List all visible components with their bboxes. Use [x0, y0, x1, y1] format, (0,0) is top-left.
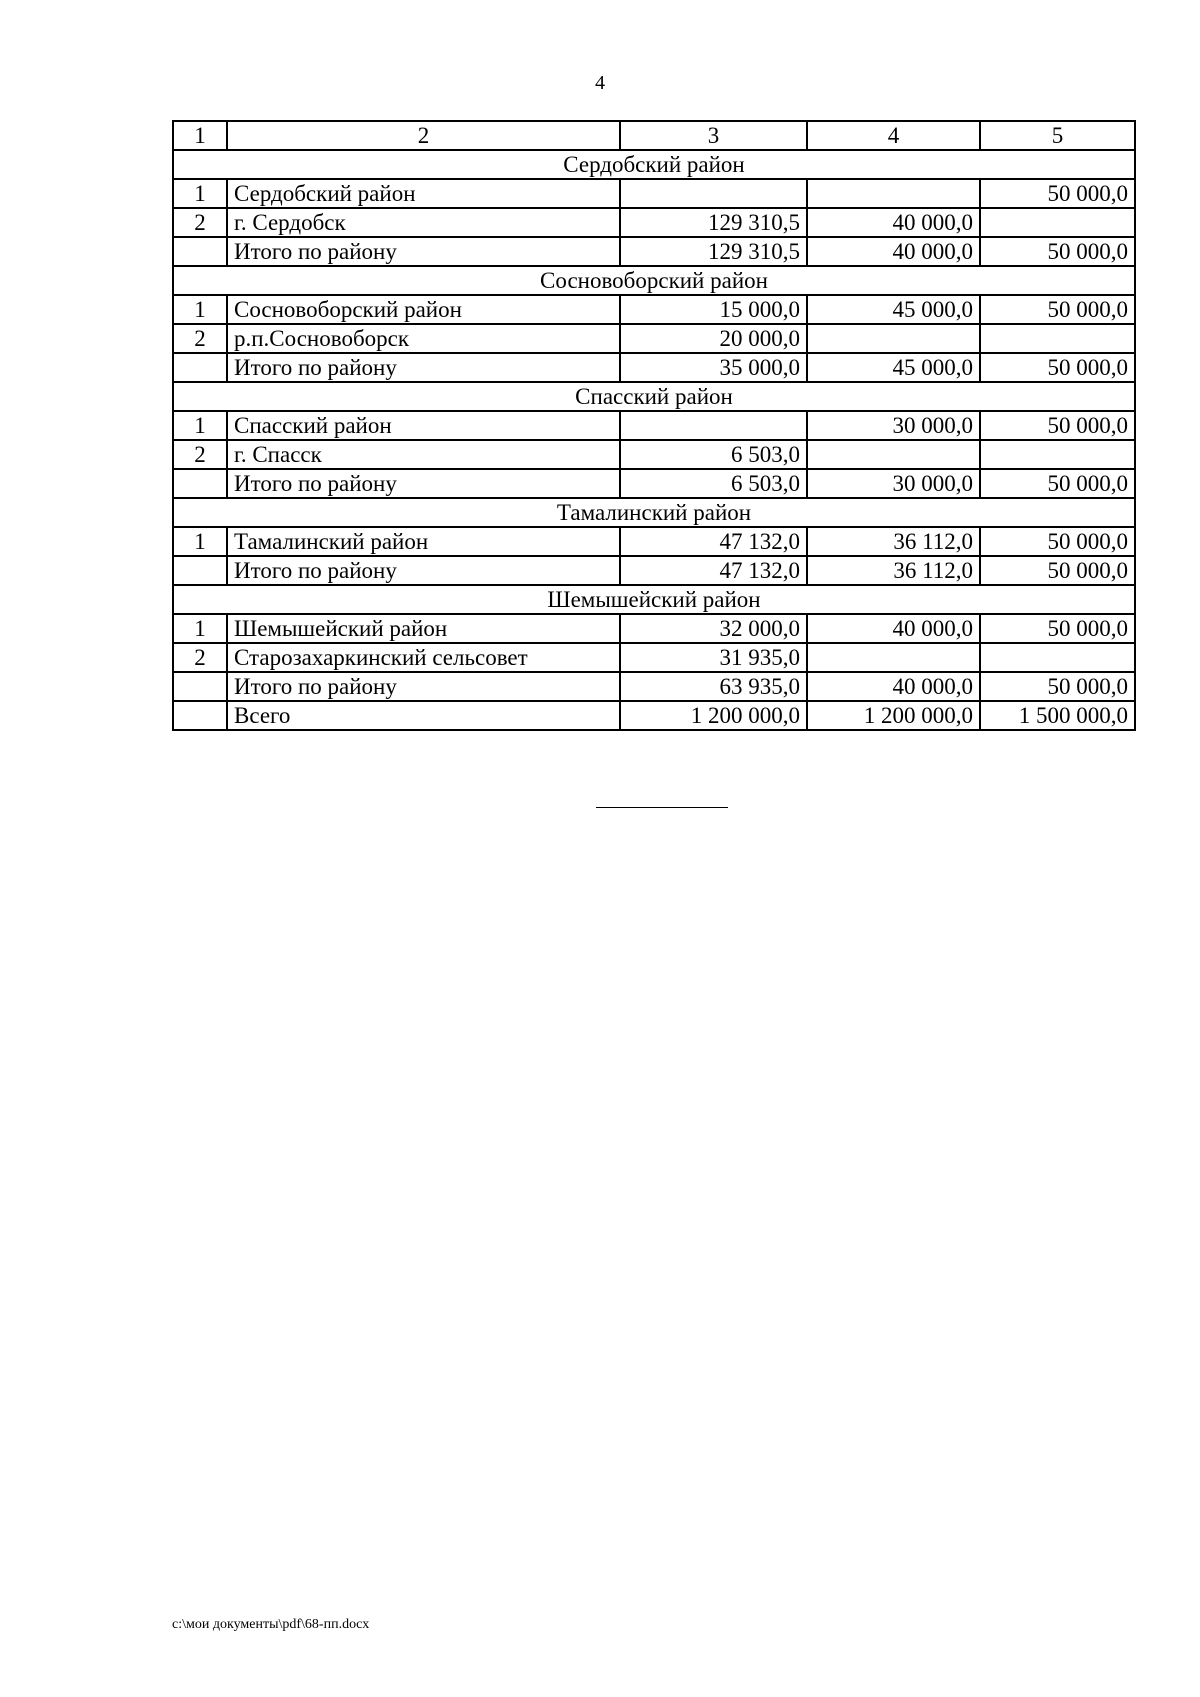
cell-col5 [980, 643, 1135, 672]
cell-number: 1 [173, 179, 227, 208]
cell-col4: 30 000,0 [807, 469, 980, 498]
cell-number: 2 [173, 440, 227, 469]
cell-col3: 129 310,5 [620, 208, 807, 237]
cell-name: Спасский район [227, 411, 620, 440]
table-row [173, 527, 1135, 556]
cell-number: 2 [173, 208, 227, 237]
header-cell-2: 2 [227, 121, 620, 150]
cell-number [173, 237, 227, 266]
cell-name: Шемышейский район [227, 614, 620, 643]
cell-number [173, 701, 227, 730]
section-title: Тамалинский район [173, 498, 1135, 527]
cell-name: Итого по району [227, 237, 620, 266]
cell-name: Сердобский район [227, 179, 620, 208]
cell-name: Сосновоборский район [227, 295, 620, 324]
cell-col3 [620, 179, 807, 208]
subtotal-row [173, 672, 1135, 701]
cell-col3: 47 132,0 [620, 556, 807, 585]
end-divider-line [596, 807, 728, 808]
cell-number [173, 469, 227, 498]
cell-col5: 50 000,0 [980, 672, 1135, 701]
section-title: Сосновоборский район [173, 266, 1135, 295]
cell-col3: 35 000,0 [620, 353, 807, 382]
cell-number [173, 353, 227, 382]
section-title: Спасский район [173, 382, 1135, 411]
header-cell-1: 1 [173, 121, 227, 150]
cell-name: г. Спасск [227, 440, 620, 469]
cell-number: 1 [173, 527, 227, 556]
cell-col3: 20 000,0 [620, 324, 807, 353]
cell-col4: 30 000,0 [807, 411, 980, 440]
cell-col4: 45 000,0 [807, 353, 980, 382]
cell-col5: 50 000,0 [980, 614, 1135, 643]
cell-col5 [980, 208, 1135, 237]
cell-number: 2 [173, 324, 227, 353]
cell-col4: 36 112,0 [807, 527, 980, 556]
cell-col4 [807, 324, 980, 353]
cell-col5: 1 500 000,0 [980, 701, 1135, 730]
cell-col4: 40 000,0 [807, 208, 980, 237]
allocation-table [172, 120, 1136, 731]
table-row [173, 614, 1135, 643]
section-header-row [173, 498, 1135, 527]
cell-name: Итого по району [227, 469, 620, 498]
cell-col5: 50 000,0 [980, 237, 1135, 266]
table-row [173, 411, 1135, 440]
table-body [173, 121, 1135, 730]
table-row [173, 643, 1135, 672]
cell-col5 [980, 440, 1135, 469]
page-number: 4 [595, 72, 605, 94]
cell-col3: 31 935,0 [620, 643, 807, 672]
section-header-row [173, 266, 1135, 295]
table-row [173, 179, 1135, 208]
cell-number [173, 556, 227, 585]
cell-name: р.п.Сосновоборск [227, 324, 620, 353]
subtotal-row [173, 469, 1135, 498]
cell-name: Итого по району [227, 556, 620, 585]
footer-file-path: c:\мои документы\pdf\68-пп.docx [172, 1617, 370, 1632]
cell-col5: 50 000,0 [980, 469, 1135, 498]
cell-name: Старозахаркинский сельсовет [227, 643, 620, 672]
cell-name: Тамалинский район [227, 527, 620, 556]
cell-col3: 129 310,5 [620, 237, 807, 266]
total-row [173, 701, 1135, 730]
section-header-row [173, 382, 1135, 411]
cell-col3: 15 000,0 [620, 295, 807, 324]
cell-col5: 50 000,0 [980, 411, 1135, 440]
cell-col3: 32 000,0 [620, 614, 807, 643]
cell-col3: 63 935,0 [620, 672, 807, 701]
cell-col5: 50 000,0 [980, 179, 1135, 208]
subtotal-row [173, 237, 1135, 266]
section-header-row [173, 585, 1135, 614]
cell-col4: 45 000,0 [807, 295, 980, 324]
cell-number: 1 [173, 411, 227, 440]
subtotal-row [173, 353, 1135, 382]
cell-name: Всего [227, 701, 620, 730]
header-cell-3: 3 [620, 121, 807, 150]
cell-col3: 47 132,0 [620, 527, 807, 556]
cell-col4: 36 112,0 [807, 556, 980, 585]
cell-number: 2 [173, 643, 227, 672]
cell-col5: 50 000,0 [980, 556, 1135, 585]
table-row [173, 440, 1135, 469]
section-title: Шемышейский район [173, 585, 1135, 614]
cell-number: 1 [173, 295, 227, 324]
subtotal-row [173, 556, 1135, 585]
cell-col4 [807, 179, 980, 208]
cell-number [173, 672, 227, 701]
cell-col4: 40 000,0 [807, 237, 980, 266]
cell-col3: 1 200 000,0 [620, 701, 807, 730]
cell-col4: 1 200 000,0 [807, 701, 980, 730]
header-cell-4: 4 [807, 121, 980, 150]
cell-number: 1 [173, 614, 227, 643]
cell-col5: 50 000,0 [980, 295, 1135, 324]
header-row [173, 121, 1135, 150]
cell-col3: 6 503,0 [620, 469, 807, 498]
cell-col3: 6 503,0 [620, 440, 807, 469]
cell-col4 [807, 440, 980, 469]
cell-col4: 40 000,0 [807, 614, 980, 643]
table-row [173, 208, 1135, 237]
cell-col4 [807, 643, 980, 672]
section-title: Сердобский район [173, 150, 1135, 179]
cell-col5 [980, 324, 1135, 353]
cell-name: Итого по району [227, 353, 620, 382]
header-cell-5: 5 [980, 121, 1135, 150]
cell-col5: 50 000,0 [980, 527, 1135, 556]
section-header-row [173, 150, 1135, 179]
cell-col5: 50 000,0 [980, 353, 1135, 382]
table-row [173, 295, 1135, 324]
cell-col4: 40 000,0 [807, 672, 980, 701]
cell-col3 [620, 411, 807, 440]
cell-name: Итого по району [227, 672, 620, 701]
cell-name: г. Сердобск [227, 208, 620, 237]
table-row [173, 324, 1135, 353]
